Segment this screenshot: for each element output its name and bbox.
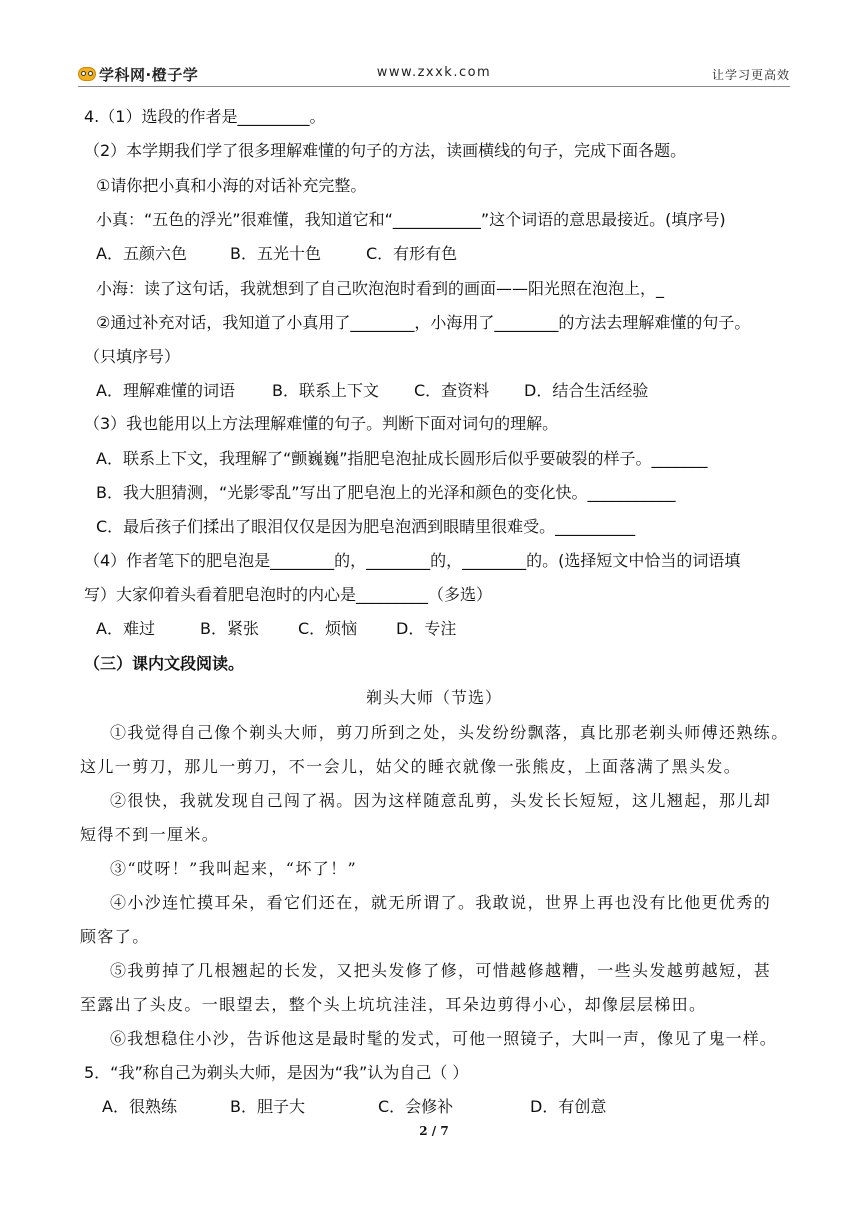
passage-line: 这儿一剪刀，那儿一剪刀，不一会儿，姑父的睡衣就像一张熊皮，上面落满了黑头发。	[80, 757, 742, 776]
option: A．很熟练	[102, 1097, 177, 1116]
passage-title: 剃头大师（节选）	[365, 688, 502, 707]
option: D．结合生活经验	[524, 381, 649, 400]
option: D．专注	[396, 619, 457, 638]
q5-options	[102, 1096, 606, 1118]
q5-question: 5．“我”称自己为剃头大师，是因为“我”认为自己（ ）	[84, 1063, 469, 1082]
q4-part4: （4）作者笔下的肥皂泡是________的，________的，________的。(选择短文中恰当的词语填	[84, 551, 741, 570]
q4-part2-sub2: ②通过补充对话，我知道了小真用了________，小海用了________的方法去理解难懂的句子。	[96, 313, 751, 332]
passage-line: ⑥我想稳住小沙，告诉他这是最时髦的发式，可他一照镜子，大叫一声，像见了鬼一样。	[110, 1029, 777, 1048]
option: C．烦恼	[298, 619, 358, 638]
q4-part1: 4.（1）选段的作者是_________。	[84, 107, 326, 126]
q4-part3-c: C．最后孩子们揉出了眼泪仅仅是因为肥皂泡洒到眼睛里很难受。__________	[96, 517, 636, 536]
passage-line: ②很快，我就发现自己闯了祸。因为这样随意乱剪，头发长长短短，这儿翘起，那儿却	[110, 791, 772, 810]
q4-part2: （2）本学期我们学了很多理解难懂的句子的方法，读画横线的句子，完成下面各题。	[84, 141, 687, 160]
q4-options-4	[96, 618, 456, 640]
option: B．联系上下文	[272, 381, 379, 400]
page-number: 2 / 7	[419, 1124, 449, 1138]
q4-part2-sub1: ①请你把小真和小海的对话补充完整。	[96, 176, 367, 195]
option: B．紧张	[200, 619, 259, 638]
passage-line: ③“哎呀！”我叫起来，“坏了！”	[110, 859, 358, 878]
q4-part2-sub2-note: （只填序号）	[84, 347, 181, 366]
option: B．胆子大	[230, 1097, 305, 1116]
header-divider	[78, 86, 790, 87]
passage-line: 短得不到一厘米。	[80, 825, 220, 844]
passage-line: ①我觉得自己像个剃头大师，剪刀所到之处，头发纷纷飘落，真比那老剃头师傅还熟练。	[110, 723, 789, 742]
q4-part4-cont: 写）大家仰着头看着肥皂泡时的内心是_________（多选）	[84, 585, 493, 604]
passage-line: ⑤我剪掉了几根翘起的长发，又把头发修了修，可惜越修越糟，一些头发越剪越短，甚	[110, 961, 772, 980]
passage-line: 顾客了。	[80, 927, 150, 946]
option: A．理解难懂的词语	[96, 381, 235, 400]
q4-part3: （3）我也能用以上方法理解难懂的句子。判断下面对词句的理解。	[84, 414, 559, 433]
q4-xiaozhen-line: 小真：“五色的浮光”很难懂，我知道它和“___________”这个词语的意思最接近。(填序号)	[96, 210, 726, 229]
slogan: 让学习更高效	[711, 68, 790, 82]
section-heading: （三）课内文段阅读。	[84, 654, 245, 673]
option: A．五颜六色	[96, 244, 187, 263]
brand-name: 学科网·橙子学	[99, 65, 199, 84]
site-url: www.zxxk.com	[376, 65, 492, 80]
q4-options-1	[96, 243, 457, 265]
passage-line: ④小沙连忙摸耳朵，看它们还在，就无所谓了。我敢说，世界上再也没有比他更优秀的	[110, 893, 772, 912]
option: D．有创意	[530, 1097, 607, 1116]
passage-line: 至露出了头皮。一眼望去，整个头上坑坑洼洼，耳朵边剪得小心，却像层层梯田。	[80, 995, 707, 1014]
option: C．查资料	[414, 381, 490, 400]
option: A．难过	[96, 619, 155, 638]
option: C．有形有色	[366, 244, 458, 263]
option: C．会修补	[378, 1097, 454, 1116]
q4-xiaohai-line: 小海：读了这句话，我就想到了自己吹泡泡时看到的画面——阳光照在泡泡上，_	[96, 279, 665, 298]
option: B．五光十色	[230, 244, 321, 263]
q4-options-2	[96, 380, 648, 402]
page-header	[78, 63, 790, 85]
q4-part3-b: B．我大胆猜测，“光影零乱”写出了肥皂泡上的光泽和颜色的变化快。___________	[96, 483, 676, 502]
q4-part3-a: A．联系上下文，我理解了“颤巍巍”指肥皂泡扯成长圆形后似乎要破裂的样子。_______	[96, 449, 708, 468]
